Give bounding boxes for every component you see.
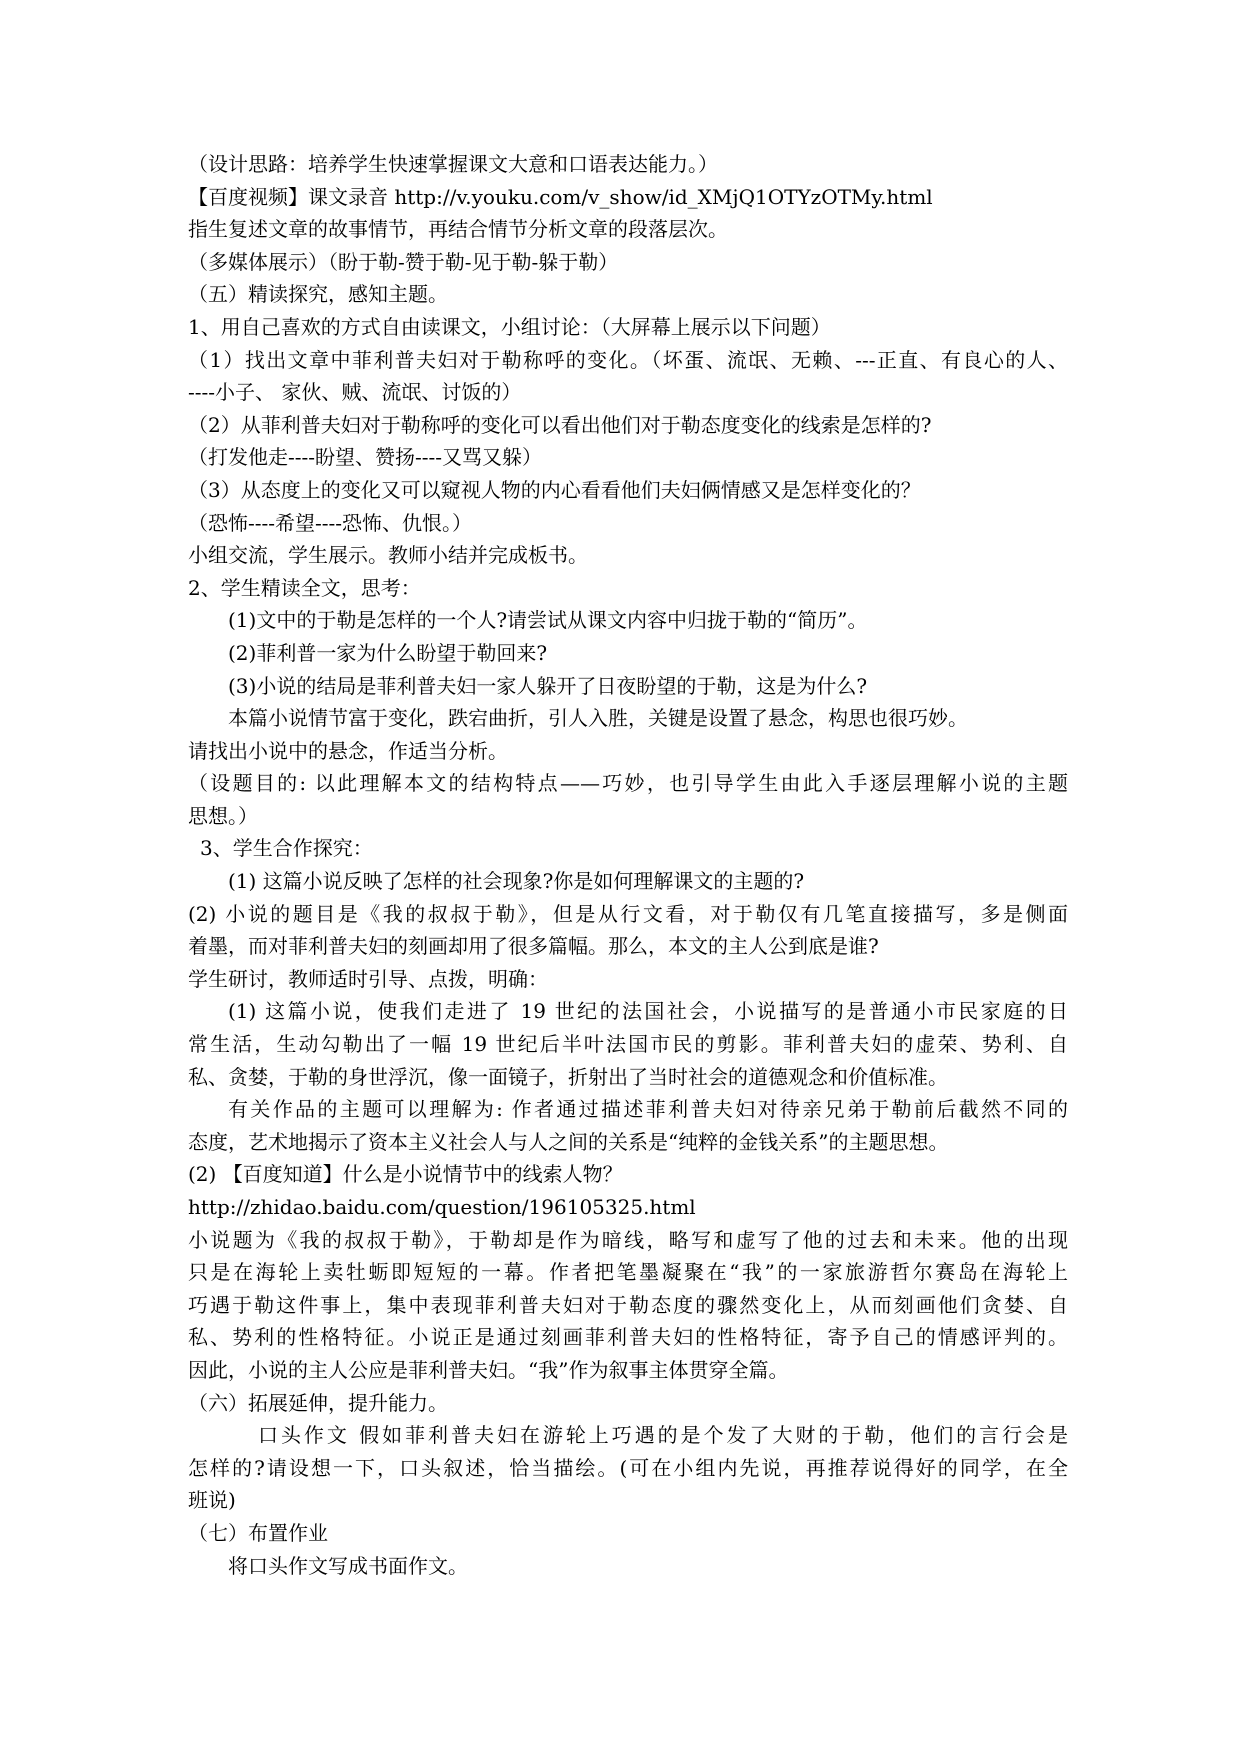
- theme-paragraph-line-2: 态度，艺术地揭示了资本主义社会人与人之间的关系是“纯粹的金钱关系”的主题思想。: [188, 1129, 949, 1154]
- answer-1-line-1: (1) 这篇小说，使我们走进了 19 世纪的法国社会，小说描写的是普通小市民家庭的日: [228, 999, 1068, 1024]
- design-purpose-line-2: 思想。）: [188, 803, 258, 828]
- group-exchange-line: 小组交流，学生展示。教师小结并完成板书。: [188, 543, 588, 568]
- inquiry-question-1: (1) 这篇小说反映了怎样的社会现象?你是如何理解课文的主题的?: [228, 869, 805, 894]
- baidu-video-link-line[interactable]: 【百度视频】课文录音 http://v.youku.com/v_show/id_XMjQ1OTYzOTMy.html: [188, 184, 933, 209]
- question-1-line-2: ----小子、 家伙、贼、流氓、讨饭的）: [188, 380, 522, 405]
- question-1-line-1: （1）找出文章中菲利普夫妇对于勒称呼的变化。（坏蛋、流氓、无赖、---正直、有良心的人、: [188, 347, 1068, 372]
- close-reading-task-2: 2、学生精读全文，思考：: [188, 575, 421, 600]
- answer-1-line-3: 私、贪婪，于勒的身世浮沉，像一面镜子，折射出了当时社会的道德观念和价值标准。: [188, 1064, 948, 1089]
- theme-paragraph-line-1: 有关作品的主题可以理解为: 作者通过描述菲利普夫妇对待亲兄弟于勒前后截然不同的: [228, 1097, 1068, 1122]
- baidu-zhidao-question: (2) 【百度知道】什么是小说情节中的线索人物？: [188, 1162, 623, 1187]
- answer-1-line-2: 常生活，生动勾勒出了一幅 19 世纪后半叶法国市民的剪影。菲利普夫妇的虚荣、势利、自: [188, 1032, 1068, 1057]
- student-discussion-line: 学生研讨，教师适时引导、点拨，明确：: [188, 966, 548, 991]
- design-idea-note: （设计思路：培养学生快速掌握课文大意和口语表达能力。）: [188, 152, 718, 176]
- design-purpose-line-1: （设题目的: 以此理解本文的结构特点——巧妙，也引导学生由此入手逐层理解小说的主题: [188, 771, 1068, 796]
- cooperative-inquiry-task-3: 3、学生合作探究：: [200, 836, 373, 861]
- discussion-task-1: 1、用自己喜欢的方式自由读课文，小组讨论：（大屏幕上展示以下问题）: [188, 314, 831, 339]
- inquiry-question-2-line-1: (2) 小说的题目是《我的叔叔于勒》，但是从行文看，对于勒仅有几笔直接描写，多是侧面: [188, 901, 1068, 926]
- document-page: [188, 148, 1068, 1582]
- section-seven-heading: （七）布置作业: [188, 1520, 328, 1545]
- section-six-heading: （六）拓展延伸，提升能力。: [188, 1390, 448, 1415]
- clue-character-line-2: 只是在海轮上卖牡蛎即短短的一幕。作者把笔墨凝聚在“我”的一家旅游哲尔赛岛在海轮上: [188, 1260, 1068, 1285]
- inquiry-question-2-line-2: 着墨，而对菲利普夫妇的刻画却用了很多篇幅。那么，本文的主人公到底是谁?: [188, 934, 879, 959]
- reading-question-2: (2)菲利普一家为什么盼望于勒回来?: [228, 640, 548, 665]
- clue-character-line-4: 私、势利的性格特征。小说正是通过刻画菲利普夫妇的性格特征，寄予自己的情感评判的。: [188, 1325, 1068, 1350]
- reading-question-3: (3)小说的结局是菲利普夫妇一家人躲开了日夜盼望的于勒，这是为什么?: [228, 673, 868, 698]
- retell-instruction: 指生复述文章的故事情节，再结合情节分析文章的段落层次。: [188, 217, 728, 242]
- clue-character-line-1: 小说题为《我的叔叔于勒》，于勒却是作为暗线，略写和虚写了他的过去和未来。他的出现: [188, 1227, 1068, 1252]
- baidu-zhidao-link[interactable]: http://zhidao.baidu.com/question/196105325.html: [188, 1195, 696, 1219]
- question-3: （3）从态度上的变化又可以窥视人物的内心看看他们夫妇俩情感又是怎样变化的？: [188, 477, 921, 502]
- oral-composition-line-1: 口头作文 假如菲利普夫妇在游轮上巧遇的是个发了大财的于勒，他们的言行会是: [258, 1423, 1068, 1448]
- reading-question-1: (1)文中的于勒是怎样的一个人?请尝试从课文内容中归拢于勒的“简历”。: [228, 608, 868, 633]
- clue-character-line-3: 巧遇于勒这件事上，集中表现菲利普夫妇对于勒态度的骤然变化上，从而刻画他们贪婪、自: [188, 1292, 1068, 1317]
- oral-composition-line-2: 怎样的?请设想一下，口头叙述，恰当描绘。(可在小组内先说，再推荐说得好的同学，在全: [188, 1455, 1068, 1480]
- suspense-paragraph-line-2: 请找出小说中的悬念，作适当分析。: [188, 738, 508, 763]
- question-2-answer: （打发他走----盼望、赞扬----又骂又躲）: [188, 445, 543, 470]
- question-2: （2）从菲利普夫妇对于勒称呼的变化可以看出他们对于勒态度变化的线索是怎样的?: [188, 412, 932, 437]
- multimedia-display-line: （多媒体展示）（盼于勒-赞于勒-见于勒-躲于勒）: [188, 249, 619, 274]
- section-five-heading: （五）精读探究，感知主题。: [188, 282, 448, 307]
- clue-character-line-5: 因此，小说的主人公应是菲利普夫妇。“我”作为叙事主体贯穿全篇。: [188, 1357, 789, 1382]
- question-3-answer: （恐怖----希望----恐怖、仇恨。）: [188, 510, 473, 535]
- oral-composition-line-3: 班说): [188, 1488, 236, 1513]
- suspense-paragraph-line-1: 本篇小说情节富于变化，跌宕曲折，引人入胜，关键是设置了悬念，构思也很巧妙。: [228, 706, 968, 731]
- homework-line: 将口头作文写成书面作文。: [228, 1553, 468, 1578]
